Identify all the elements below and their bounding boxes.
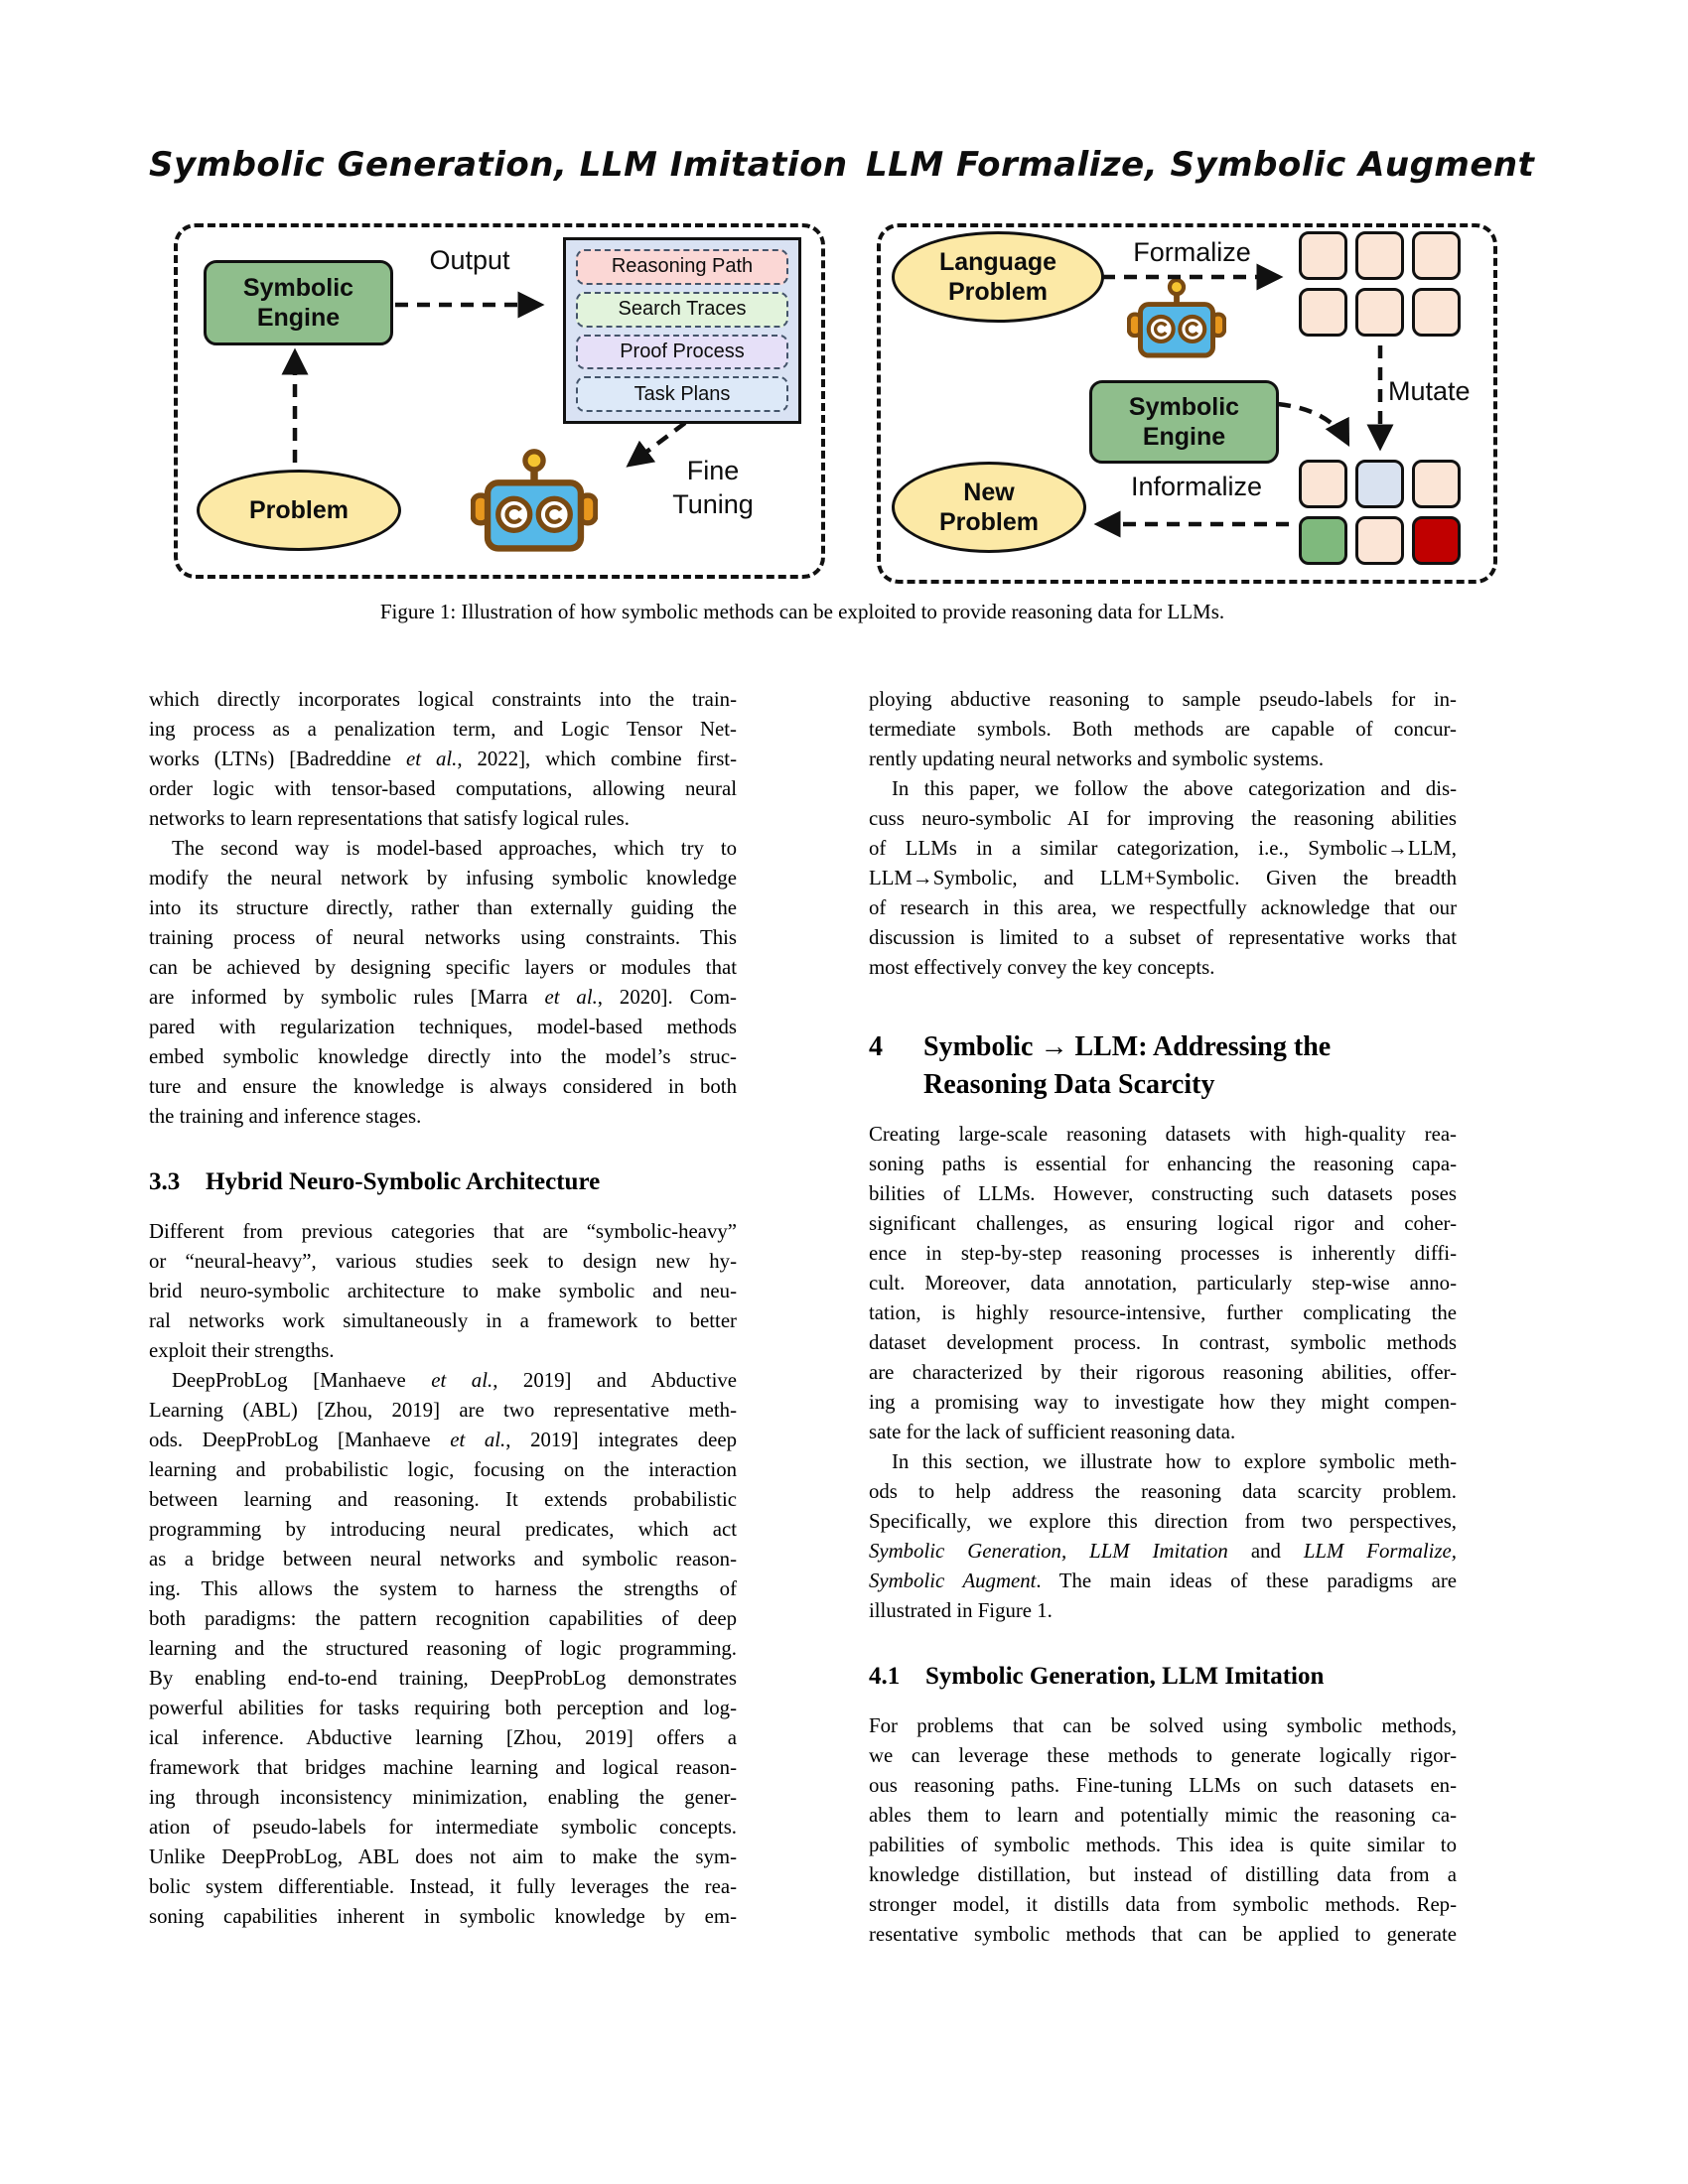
informalize-label: Informalize	[1130, 472, 1263, 501]
text-line: brid neuro-symbolic architecture to make symbolic and neu-	[149, 1280, 737, 1302]
paragraph	[149, 834, 737, 1132]
text-line: into its structure directly, rather than externally guiding the	[149, 896, 737, 919]
text-line: resentative symbolic methods that can be applied to generate	[869, 1923, 1457, 1946]
symbolic-engine-box: Symbolic Engine	[204, 260, 393, 345]
text-line: stronger model, it distills data from symbolic methods. Rep-	[869, 1893, 1457, 1916]
problem-ellipse: Problem	[197, 470, 401, 551]
text-line: networks to learn representations that satisfy logical rules.	[149, 807, 630, 830]
text-line: soning capabilities inherent in symbolic knowledge by em-	[149, 1905, 737, 1928]
text-line: significant challenges, as ensuring logical rigor and coher-	[869, 1212, 1457, 1235]
text-line: In this paper, we follow the above categorization and dis-	[892, 777, 1457, 800]
text-line: Specifically, we explore this direction from two perspectives,	[869, 1510, 1457, 1533]
symbol-square	[1412, 231, 1461, 280]
text-line: ploying abductive reasoning to sample pseudo-labels for in-	[869, 688, 1457, 711]
text-line: termediate symbols. Both methods are capable of concur-	[869, 718, 1457, 741]
text-line: ables them to learn and potentially mimic the reasoning ca-	[869, 1804, 1457, 1827]
text-line: The second way is model-based approaches, which try to	[172, 837, 737, 860]
symbol-square	[1412, 460, 1461, 508]
output-stack	[563, 237, 801, 424]
text-line: framework that bridges machine learning and logical reason-	[149, 1756, 737, 1779]
text-line: sate for the lack of sufficient reasoning data.	[869, 1421, 1236, 1443]
robot-icon	[471, 449, 598, 555]
text-line: can be achieved by designing specific layers or modules that	[149, 956, 737, 979]
text-line: as a bridge between neural networks and symbolic reason-	[149, 1548, 737, 1570]
stack-item: Proof Process	[576, 335, 788, 370]
text-line: we can leverage these methods to generate logically rigor-	[869, 1744, 1457, 1767]
text-line: discussion is limited to a subset of representative works that	[869, 926, 1457, 949]
paragraph	[869, 1447, 1457, 1626]
figure-right-title: LLM Formalize, Symbolic Augment	[866, 145, 1535, 185]
stack-item: Reasoning Path	[576, 249, 788, 285]
robot-icon	[1127, 278, 1226, 360]
text-line: Symbolic Generation, LLM Imitation and LLM Formalize,	[869, 1540, 1457, 1563]
text-line: ral networks work simultaneously in a framework to better	[149, 1309, 737, 1332]
text-line: cult. Moreover, data annotation, particularly step-wise anno-	[869, 1272, 1457, 1295]
text-line: pabilities of symbolic methods. This idea is quite similar to	[869, 1834, 1457, 1856]
text-line: rently updating neural networks and symbolic systems.	[869, 748, 1325, 770]
section-title: Hybrid Neuro-Symbolic Architecture	[206, 1168, 601, 1195]
text-line: bilities of LLMs. However, constructing such datasets poses	[869, 1182, 1457, 1205]
symbol-square	[1299, 288, 1347, 337]
symbol-square	[1355, 231, 1404, 280]
text-line: bolic system differentiable. Instead, it fully leverages the rea-	[149, 1875, 737, 1898]
text-line: exploit their strengths.	[149, 1339, 335, 1362]
symbol-square	[1412, 288, 1461, 337]
text-line: ing process as a penalization term, and Logic Tensor Net-	[149, 718, 737, 741]
text-line: the training and inference stages.	[149, 1105, 422, 1128]
section-heading	[149, 1165, 737, 1199]
section-heading	[869, 1660, 1457, 1694]
text-line: tation, is highly resource-intensive, further complicating the	[869, 1301, 1457, 1324]
stack-item: Search Traces	[576, 292, 788, 328]
text-line: Symbolic Augment. The main ideas of these paradigms are	[869, 1570, 1457, 1592]
text-line: knowledge distillation, but instead of distilling data from a	[869, 1863, 1457, 1886]
text-line: DeepProbLog [Manhaeve et al., 2019] and Abductive	[172, 1369, 737, 1392]
symbol-square	[1299, 516, 1347, 565]
text-line: modify the neural network by infusing symbolic knowledge	[149, 867, 737, 889]
text-line: For problems that can be solved using symbolic methods,	[869, 1714, 1457, 1737]
text-line: order logic with tensor-based computations, allowing neural	[149, 777, 737, 800]
paragraph	[869, 685, 1457, 774]
text-line: pared with regularization techniques, model-based methods	[149, 1016, 737, 1038]
paragraph	[869, 1711, 1457, 1950]
paragraph	[149, 685, 737, 834]
text-line: Learning (ABL) [Zhou, 2019] are two representative meth-	[149, 1399, 737, 1422]
text-line: or “neural-heavy”, various studies seek to design new hy-	[149, 1250, 737, 1273]
fine-tuning-label: Fine Tuning	[672, 456, 754, 519]
text-line: are informed by symbolic rules [Marra et al., 2020]. Com-	[149, 986, 737, 1009]
text-line: illustrated in Figure 1.	[869, 1599, 1053, 1622]
text-line: both paradigms: the pattern recognition capabilities of deep	[149, 1607, 737, 1630]
figure-caption: Figure 1: Illustration of how symbolic methods can be exploited to provide reasoning data for LLMs.	[379, 600, 1225, 623]
text-line: embed symbolic knowledge directly into the model’s struc-	[149, 1045, 737, 1068]
paragraph	[869, 1120, 1457, 1447]
text-line: learning and the structured reasoning of logic programming.	[149, 1637, 737, 1660]
text-line: are characterized by their rigorous reasoning abilities, offer-	[869, 1361, 1457, 1384]
formalize-label: Formalize	[1133, 237, 1251, 267]
symbol-square	[1355, 460, 1404, 508]
text-line: which directly incorporates logical constraints into the train-	[149, 688, 737, 711]
symbol-square	[1355, 516, 1404, 565]
section-number: 4.1	[869, 1663, 901, 1690]
text-line: ical inference. Abductive learning [Zhou, 2019] offers a	[149, 1726, 737, 1749]
text-line: By enabling end-to-end training, DeepProbLog demonstrates	[149, 1667, 737, 1690]
mutated-grid	[1299, 460, 1461, 565]
text-line: ation of pseudo-labels for intermediate symbolic concepts.	[149, 1816, 737, 1839]
text-line: ing. This allows the system to harness the strengths of	[149, 1577, 737, 1600]
text-line: ture and ensure the knowledge is always considered in both	[149, 1075, 737, 1098]
column-right	[869, 685, 1457, 1950]
section-title: Symbolic Generation, LLM Imitation	[925, 1663, 1325, 1690]
text-line: dataset development process. In contrast, symbolic methods	[869, 1331, 1457, 1354]
text-line: training process of neural networks using constraints. This	[149, 926, 737, 949]
paragraph	[149, 1217, 737, 1366]
symbol-square	[1355, 288, 1404, 337]
section-heading	[869, 1028, 1457, 1104]
text-line: Unlike DeepProbLog, ABL does not aim to make the sym-	[149, 1845, 737, 1868]
text-line: ence in step-by-step reasoning processes is inherently diffi-	[869, 1242, 1457, 1265]
symbol-square	[1299, 231, 1347, 280]
text-line: learning and probabilistic logic, focusing on the interaction	[149, 1458, 737, 1481]
figure-left-title: Symbolic Generation, LLM Imitation	[149, 145, 848, 185]
new-problem-ellipse: New Problem	[892, 462, 1086, 553]
text-line: of research in this area, we respectfully acknowledge that our	[869, 896, 1457, 919]
text-line: ods. DeepProbLog [Manhaeve et al., 2019] integrates deep	[149, 1429, 737, 1451]
paragraph	[149, 1366, 737, 1932]
symbol-square	[1412, 516, 1461, 565]
section-title: Symbolic → LLM: Addressing the Reasoning Data Scarcity	[923, 1031, 1332, 1100]
text-line: most effectively convey the key concepts.	[869, 956, 1215, 979]
formalized-grid	[1299, 231, 1461, 337]
text-line: Creating large-scale reasoning datasets with high-quality rea-	[869, 1123, 1457, 1146]
text-line: of LLMs in a similar categorization, i.e., Symbolic→LLM,	[869, 837, 1457, 860]
text-line: Different from previous categories that are “symbolic-heavy”	[149, 1220, 737, 1243]
paragraph	[869, 774, 1457, 983]
language-problem-ellipse: Language Problem	[892, 231, 1104, 323]
section-number: 4	[869, 1031, 883, 1062]
symbolic-engine-box-right: Symbolic Engine	[1089, 380, 1279, 464]
text-line: ous reasoning paths. Fine-tuning LLMs on such datasets en-	[869, 1774, 1457, 1797]
text-line: In this section, we illustrate how to explore symbolic meth-	[892, 1450, 1457, 1473]
text-line: ods to help address the reasoning data scarcity problem.	[869, 1480, 1457, 1503]
text-line: soning paths is essential for enhancing the reasoning capa-	[869, 1153, 1457, 1175]
column-left	[149, 685, 737, 1932]
text-line: programming by introducing neural predicates, which act	[149, 1518, 737, 1541]
text-line: LLM→Symbolic, and LLM+Symbolic. Given the breadth	[869, 867, 1457, 889]
symbol-square	[1299, 460, 1347, 508]
text-line: powerful abilities for tasks requiring both perception and log-	[149, 1697, 737, 1719]
output-label: Output	[429, 245, 510, 275]
text-line: between learning and reasoning. It extends probabilistic	[149, 1488, 737, 1511]
stack-item: Task Plans	[576, 376, 788, 412]
text-line: ing a promising way to investigate how they might compen-	[869, 1391, 1457, 1414]
section-number: 3.3	[149, 1168, 181, 1195]
text-line: works (LTNs) [Badreddine et al., 2022], which combine first-	[149, 748, 737, 770]
text-line: cuss neuro-symbolic AI for improving the reasoning abilities	[869, 807, 1457, 830]
mutate-label: Mutate	[1388, 376, 1471, 406]
text-line: ing through inconsistency minimization, enabling the gener-	[149, 1786, 737, 1809]
